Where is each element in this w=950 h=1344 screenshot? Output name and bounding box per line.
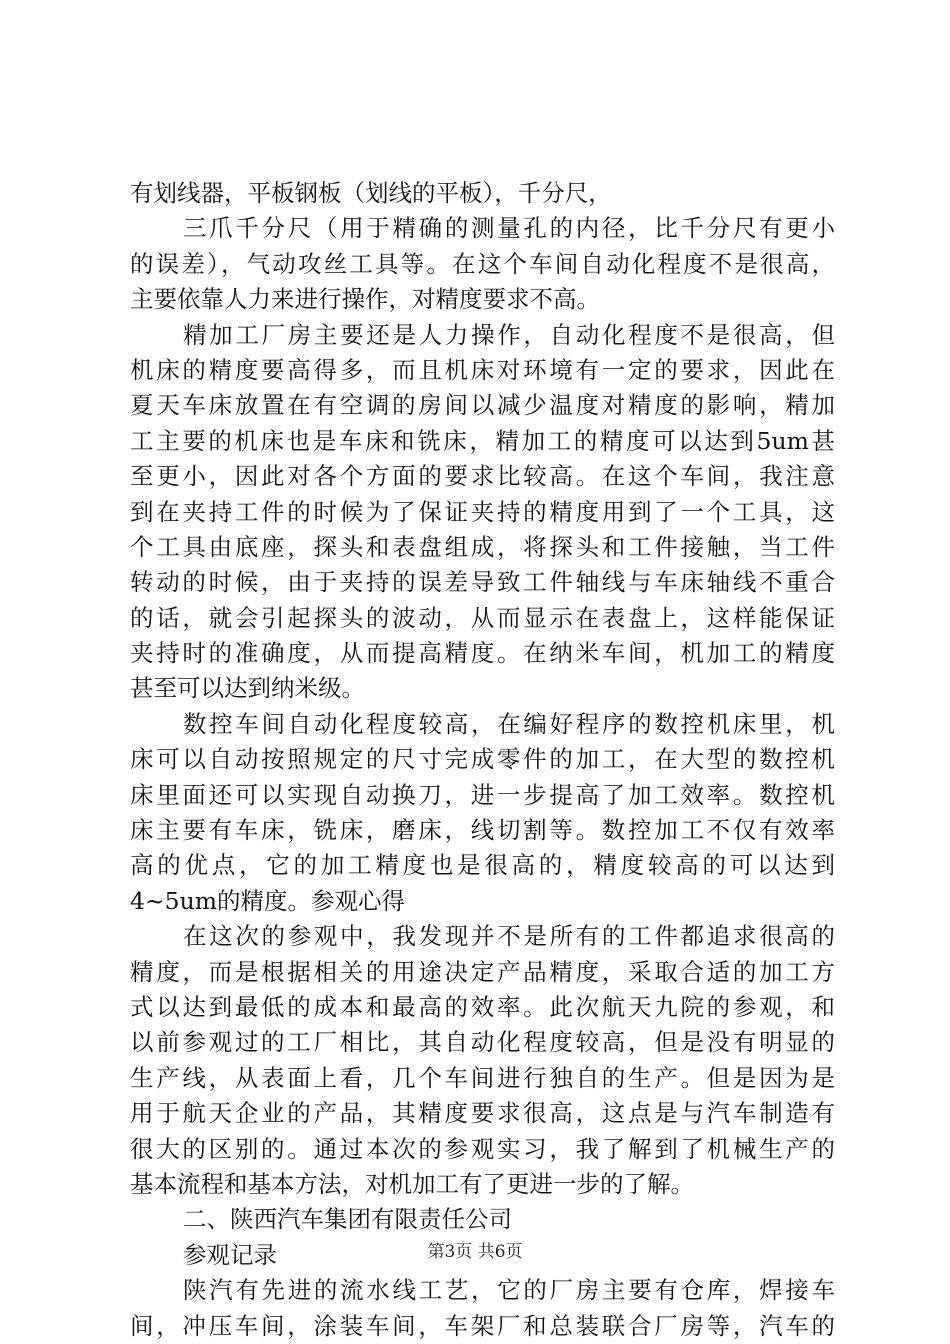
text-line: 的误差），气动攻丝工具等。在这个车间自动化程度不是很高， bbox=[130, 249, 835, 278]
text-line: 主要依靠人力来进行操作，对精度要求不高。 bbox=[130, 285, 600, 314]
text-line: 的话，就会引起探头的波动，从而显示在表盘上，这样能保证 bbox=[130, 603, 835, 632]
text-line: 床可以自动按照规定的尺寸完成零件的加工，在大型的数控机 bbox=[130, 745, 835, 774]
text-line: 机床的精度要高得多，而且机床对环境有一定的要求，因此在 bbox=[130, 355, 835, 384]
text-line: 到在夹持工件的时候为了保证夹持的精度用到了一个工具，这 bbox=[130, 497, 835, 526]
text-line: 在这次的参观中，我发现并不是所有的工件都追求很高的 bbox=[183, 922, 835, 951]
text-line: 工主要的机床也是车床和铣床，精加工的精度可以达到5um甚 bbox=[130, 426, 835, 455]
text-line: 很大的区别的。通过本次的参观实习，我了解到了机械生产的 bbox=[130, 1134, 835, 1163]
text-line: 床里面还可以实现自动换刀，进一步提高了加工效率。数控机 bbox=[130, 780, 835, 809]
document-body bbox=[130, 176, 835, 1344]
text-line: 参观记录 bbox=[183, 1240, 277, 1269]
text-line: 陕汽有先进的流水线工艺，它的厂房主要有仓库，焊接车 bbox=[183, 1276, 835, 1305]
text-line: 有划线器，平板钢板（划线的平板），千分尺， bbox=[130, 179, 612, 207]
text-line: 用于航天企业的产品，其精度要求很高，这点是与汽车制造有 bbox=[130, 1099, 835, 1128]
text-line: 4~5um的精度。参观心得 bbox=[130, 886, 406, 915]
text-line: 基本流程和基本方法，对机加工有了更进一步的了解。 bbox=[130, 1169, 694, 1198]
text-line: 床主要有车床，铣床，磨床，线切割等。数控加工不仅有效率 bbox=[130, 816, 835, 845]
text-line: 夹持时的准确度，从而提高精度。在纳米车间，机加工的精度 bbox=[130, 639, 835, 668]
text-line: 间，冲压车间，涂装车间，车架厂和总装联合厂房等，汽车的 bbox=[130, 1311, 835, 1340]
text-line: 转动的时候，由于夹持的误差导致工件轴线与车床轴线不重合 bbox=[130, 568, 835, 597]
text-line: 数控车间自动化程度较高，在编好程序的数控机床里，机 bbox=[183, 709, 835, 738]
text-line: 甚至可以达到纳米级。 bbox=[130, 674, 365, 703]
text-line: 个工具由底座，探头和表盘组成，将探头和工件接触，当工件 bbox=[130, 532, 835, 561]
text-line: 以前参观过的工厂相比，其自动化程度较高，但是没有明显的 bbox=[130, 1028, 835, 1057]
text-line: 精度，而是根据相关的用途决定产品精度，采取合适的加工方 bbox=[130, 957, 835, 986]
text-line: 夏天车床放置在有空调的房间以减少温度对精度的影响，精加 bbox=[130, 391, 835, 420]
page-footer: 第3页 共6页 bbox=[427, 1242, 523, 1262]
text-line: 二、陕西汽车集团有限责任公司 bbox=[183, 1205, 512, 1234]
text-line: 生产线，从表面上看，几个车间进行独自的生产。但是因为是 bbox=[130, 1063, 835, 1092]
text-line: 式以达到最低的成本和最高的效率。此次航天九院的参观，和 bbox=[130, 992, 835, 1021]
text-line: 精加工厂房主要还是人力操作，自动化程度不是很高，但 bbox=[183, 320, 835, 349]
text-line: 高的优点，它的加工精度也是很高的，精度较高的可以达到 bbox=[130, 851, 835, 880]
text-line: 三爪千分尺（用于精确的测量孔的内径，比千分尺有更小 bbox=[183, 214, 835, 243]
text-line: 至更小，因此对各个方面的要求比较高。在这个车间，我注意 bbox=[130, 462, 835, 491]
